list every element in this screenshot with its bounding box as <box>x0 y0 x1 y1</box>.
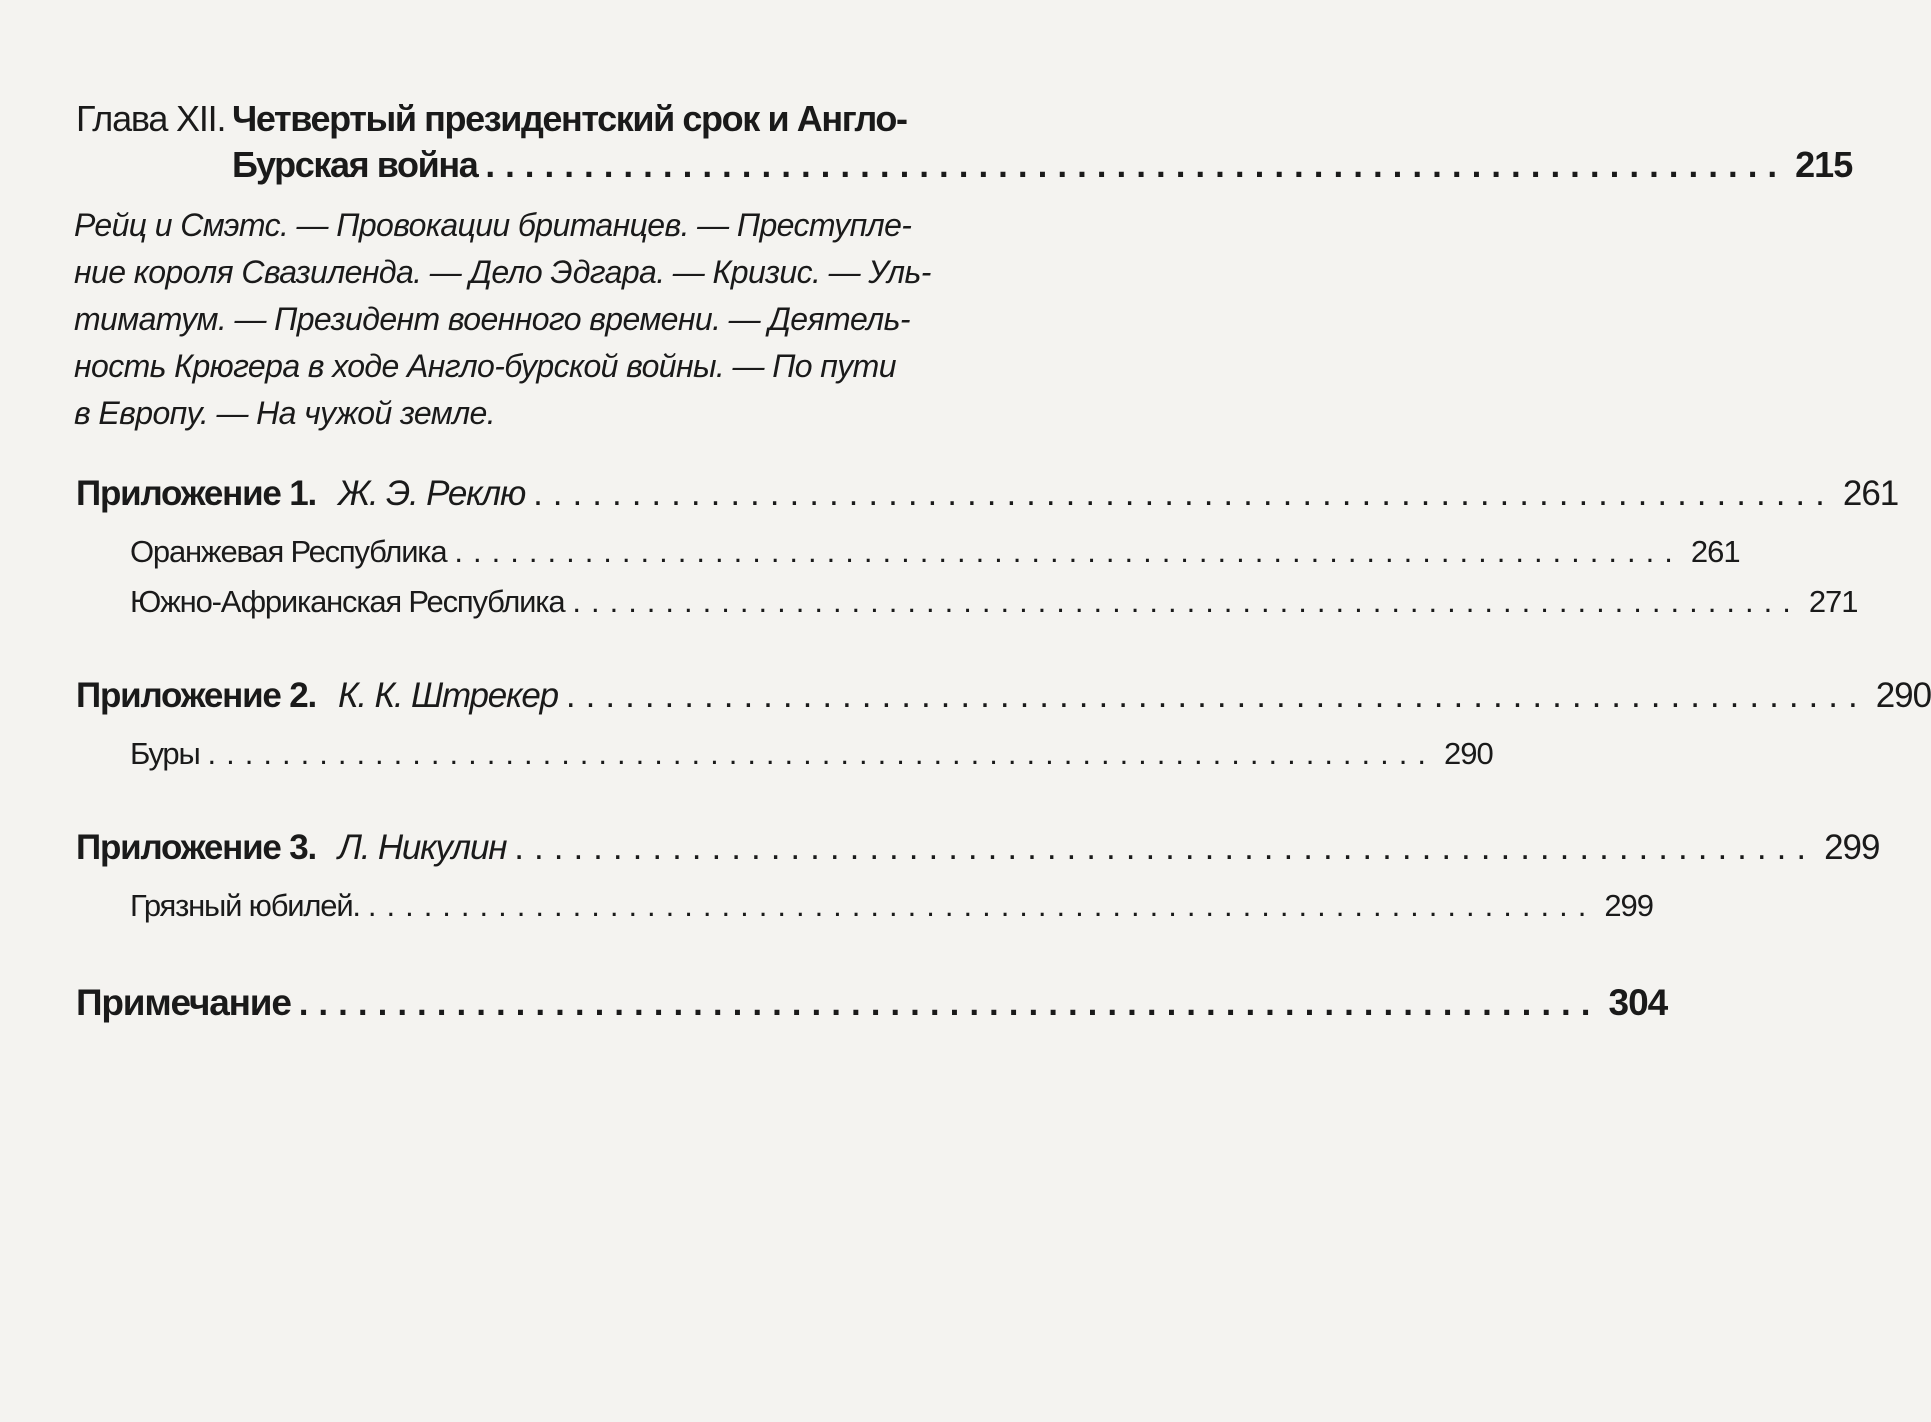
appendix-2-author: К. К. Штрекер <box>338 676 558 715</box>
leader-dots: .................................................................. <box>367 888 1597 923</box>
summary-line: тиматум. — Президент военного времени. — Деятель- <box>74 301 910 337</box>
leader-dots: .................................................................. <box>565 676 1868 715</box>
leader-dots: .................................................................. <box>207 736 1436 771</box>
item-title: Оранжевая Республика <box>130 534 447 569</box>
leader-dots: .................................................................. <box>514 828 1817 867</box>
chapter-title-line-2: Бурская война <box>232 144 478 185</box>
item-page-number: 261 <box>1690 534 1740 569</box>
appendix-3-item-1[interactable] <box>130 888 1654 924</box>
chapter-summary <box>74 202 1014 437</box>
chapter-label: Глава XII. <box>76 98 226 139</box>
notes-label: Примечание <box>76 982 291 1023</box>
appendix-2-label: Приложение 2. <box>76 676 316 715</box>
notes-entry[interactable] <box>76 982 1668 1024</box>
chapter-title-line-1: Четвертый президентский срок и Англо- <box>232 98 907 139</box>
item-title: Южно-Африканская Республика <box>130 584 565 619</box>
summary-line: ние короля Свазиленда. — Дело Эдгара. — Кризис. — Уль- <box>74 254 931 290</box>
appendix-2-page-number: 290 <box>1875 676 1931 715</box>
item-page-number: 271 <box>1808 584 1858 619</box>
chapter-title-row-2[interactable] <box>232 144 1853 186</box>
leader-dots: .................................................................. <box>454 534 1683 569</box>
appendix-1-label: Приложение 1. <box>76 474 316 513</box>
appendix-1-page-number: 261 <box>1842 474 1899 513</box>
appendix-3-author: Л. Никулин <box>338 828 507 867</box>
summary-line: ность Крюгера в ходе Англо-бурской войны. — По пути <box>74 348 896 384</box>
leader-dots: .................................................................. <box>533 474 1835 513</box>
appendix-2-entry[interactable] <box>76 676 1931 716</box>
appendix-3-page-number: 299 <box>1824 828 1880 867</box>
appendix-1-entry[interactable] <box>76 474 1899 514</box>
summary-line: Рейц и Смэтс. — Провокации британцев. — Преступле- <box>74 207 912 243</box>
summary-line: в Европу. — На чужой земле. <box>74 395 496 431</box>
appendix-1-item-1[interactable] <box>130 534 1740 570</box>
item-title: Буры <box>130 736 200 771</box>
appendix-3-entry[interactable] <box>76 828 1880 868</box>
item-page-number: 290 <box>1444 736 1493 771</box>
leader-dots: .................................................................. <box>485 146 1788 185</box>
leader-dots: .................................................................. <box>298 984 1601 1023</box>
appendix-1-item-2[interactable] <box>130 584 1858 620</box>
appendix-2-item-1[interactable] <box>130 736 1493 772</box>
item-page-number: 299 <box>1604 888 1654 923</box>
chapter-page-number: 215 <box>1795 144 1853 185</box>
appendix-3-label: Приложение 3. <box>76 828 316 867</box>
notes-page-number: 304 <box>1608 982 1668 1023</box>
appendix-1-author: Ж. Э. Реклю <box>338 474 526 513</box>
item-title: Грязный юбилей. <box>130 888 360 923</box>
leader-dots: .................................................................. <box>572 584 1801 619</box>
